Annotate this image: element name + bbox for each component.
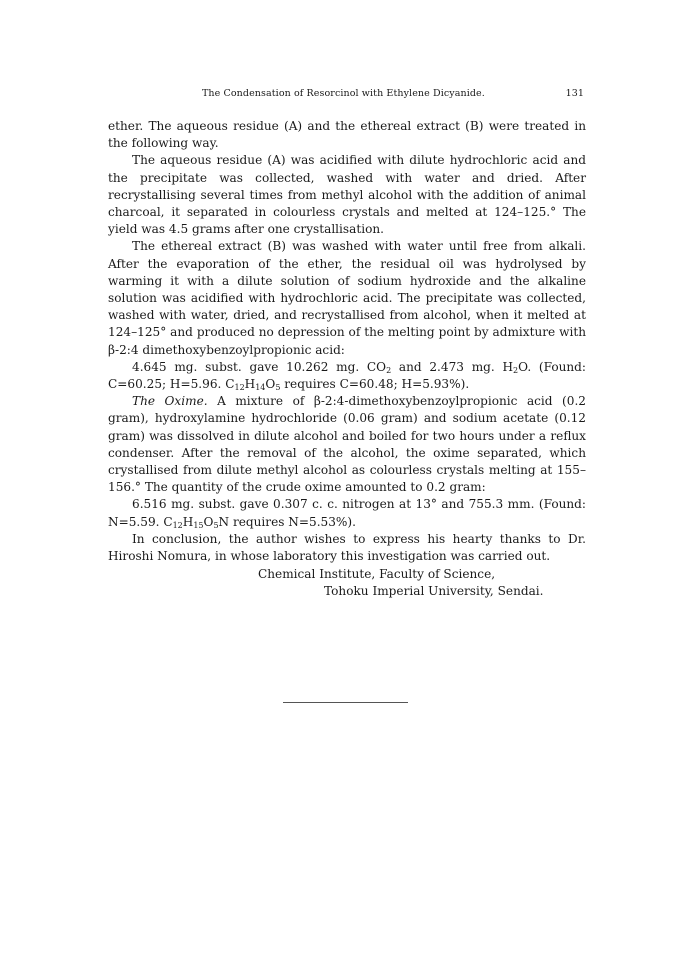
oxime-heading: The Oxime. [132, 394, 208, 409]
paragraph-conclusion: In conclusion, the author wishes to express his hearty thanks to Dr. Hiroshi Nomura, in whose laboratory this investigation was carried out. [108, 531, 586, 564]
affiliation [108, 566, 586, 600]
analysis-oxime-text-2: N requires N=5.53%). [218, 514, 356, 529]
article-body [108, 118, 586, 565]
running-title: The Condensation of Resorcinol with Ethylene Dicyanide. [202, 88, 485, 99]
analysis-oxime [108, 496, 586, 530]
analysis-acid-text-4: requires C=60.48; H=5.93%). [280, 377, 470, 392]
running-header [108, 86, 586, 104]
formula-o: O [203, 514, 214, 529]
affiliation-line-2: Tohoku Imperial University, Sendai. [324, 584, 544, 599]
affiliation-line-1: Chemical Institute, Faculty of Science, [258, 567, 496, 582]
subscript-h2o: 2 [513, 365, 519, 375]
paragraph-ether: ether. The aqueous residue (A) and the ethereal extract (B) were treated in the following way. [108, 119, 586, 151]
journal-page [108, 86, 586, 601]
formula-h: H [182, 514, 194, 529]
paragraph-oxime [108, 393, 586, 496]
analysis-acid-text-2: and 2.473 mg. H [391, 359, 514, 374]
subscript-h: 14 [255, 383, 266, 393]
formula-h: H [244, 377, 256, 392]
subscript-o: 5 [213, 520, 219, 530]
paragraph-aqueous-residue: The aqueous residue (A) was acidified with dilute hydrochloric acid and the precipitate was collected, washed with water and dried. After recrystallising several times from methyl alcohol with the addition of animal charcoal, it separated in colourless crystals and melted at 124–125.° The yield was 4.5 grams after one crystallisation. [108, 153, 586, 237]
paragraph-ethereal-extract: The ethereal extract (B) was washed with water until free from alkali. After the evaporation of the ether, the residual oil was hydrolysed by warming it with a dilute solution of sodium hydroxide and the alkaline solution was acidified with hydrochloric acid. The precipitate was collected, washed with water, dried, and recrystallised from alcohol, when it melted at 124–125° and produced no depression of the melting point by admixture with β-2:4 dimethoxybenzoylpropionic acid: [108, 239, 586, 357]
oxime-text: A mixture of β-2:4-dimethoxybenzoylpropionic acid (0.2 gram), hydroxylamine hydrochloride (0.06 gram) and sodium acetate (0.12 gram) was dissolved in dilute alcohol and boiled for two hours under a reflux condenser. After the removal of the alcohol, the oxime separated, which crystallised from dilute methyl alcohol as colourless crystals melting at 155–156.° The quantity of the crude oxime amounted to 0.2 gram: [108, 394, 586, 495]
subscript-co2: 2 [386, 365, 392, 375]
page-number: 131 [565, 88, 584, 99]
subscript-h: 15 [193, 520, 204, 530]
analysis-acid [108, 359, 586, 393]
analysis-oxime-text-1: 6.516 mg. subst. gave 0.307 c. c. nitrogen at 13° and 755.3 mm. (Found: N=5.59. C [108, 497, 586, 529]
subscript-o: 5 [275, 383, 281, 393]
analysis-acid-text-3: O. (Found: C=60.25; H=5.96. C [108, 359, 586, 392]
analysis-acid-text-1: 4.645 mg. subst. gave 10.262 mg. CO [132, 359, 387, 374]
formula-o: O [265, 377, 276, 392]
subscript-c: 12 [172, 520, 183, 530]
subscript-c: 12 [234, 383, 245, 393]
end-rule [283, 702, 408, 703]
